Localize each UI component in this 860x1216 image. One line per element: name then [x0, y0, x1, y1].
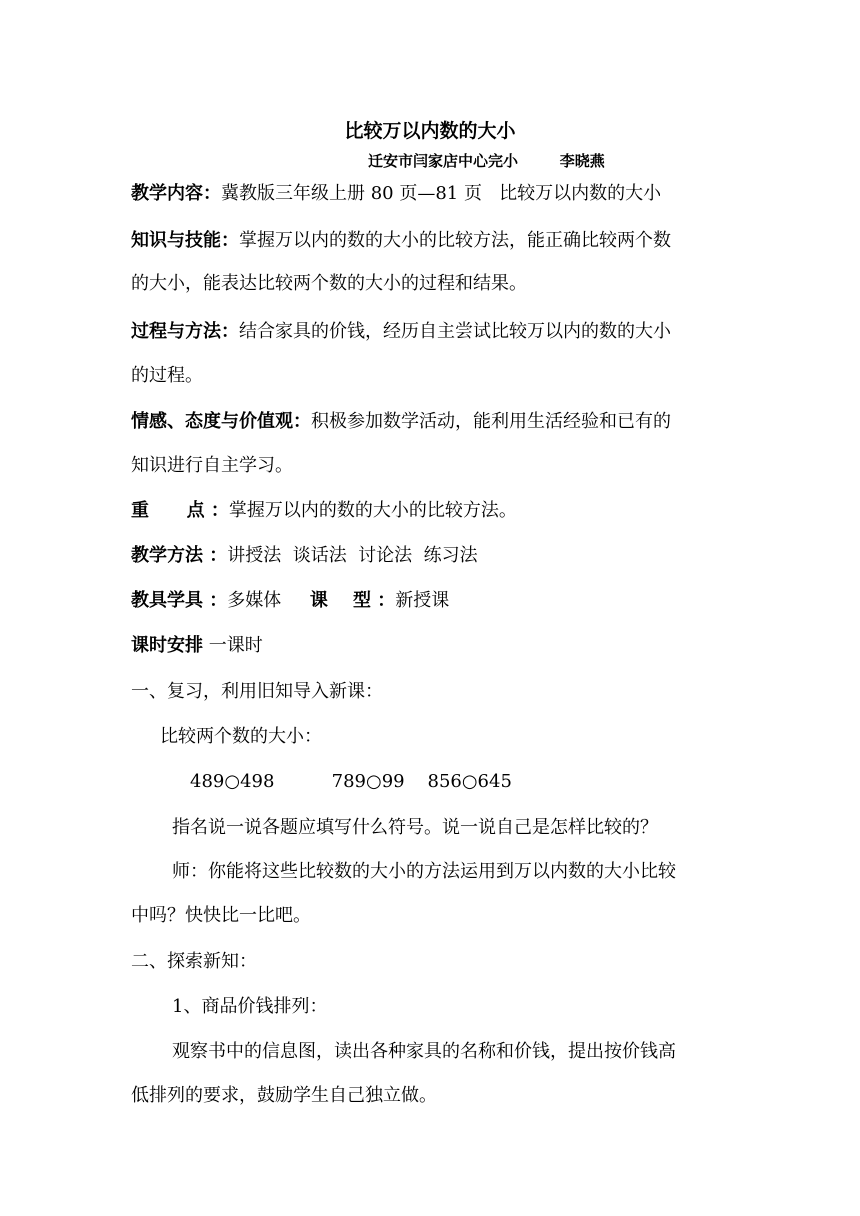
- knowledge-line-1: [131, 229, 671, 253]
- method-line: [131, 544, 478, 568]
- author-line: 迁安市闫家店中心完小 李晓燕: [368, 152, 605, 170]
- compare-intro: 比较两个数的大小：: [160, 726, 322, 747]
- emotion-text-1: 积极参加数学活动，能利用生活经验和已有的: [311, 411, 671, 432]
- key-point-label: 重 点 ：: [131, 500, 229, 521]
- content-label: 教学内容：: [131, 183, 221, 204]
- type-label: 课 型 ：: [309, 590, 396, 611]
- emotion-line-1: [131, 410, 671, 434]
- knowledge-text-1: 掌握万以内的数的大小的比较方法，能正确比较两个数: [239, 230, 671, 251]
- knowledge-label: 知识与技能：: [131, 230, 239, 251]
- teacher-line-1: 师：你能将这些比较数的大小的方法运用到万以内数的大小比较: [172, 861, 676, 882]
- key-point-line: [131, 499, 517, 523]
- ask-line: 指名说一说各题应填写什么符号。说一说自己是怎样比较的？: [172, 817, 658, 838]
- method-text: 讲授法 谈话法 讨论法 练习法: [227, 545, 478, 566]
- section-2-heading: 二、探索新知：: [131, 951, 257, 972]
- compare-items: 489○498 789○99 856○645: [190, 771, 512, 792]
- schedule-label: 课时安排: [131, 635, 203, 656]
- tools-label: 教具学具 ：: [131, 590, 228, 611]
- process-line-2: 的过程。: [131, 365, 203, 386]
- content-text: 冀教版三年级上册 80 页—81 页 比较万以内数的大小: [221, 183, 662, 204]
- teacher-line-2: 中吗？快快比一比吧。: [131, 905, 311, 926]
- emotion-line-2: 知识进行自主学习。: [131, 455, 293, 476]
- type-text: 新授课: [395, 590, 450, 611]
- observe-line-1: 观察书中的信息图，读出各种家具的名称和价钱，提出按价钱高: [172, 1041, 676, 1062]
- content-line: [131, 182, 661, 206]
- key-point-text: 掌握万以内的数的大小的比较方法。: [228, 500, 517, 521]
- tools-line: [131, 589, 449, 613]
- subsection-1-heading: 1、商品价钱排列：: [172, 996, 328, 1017]
- tools-text: 多媒体: [227, 590, 282, 611]
- emotion-label: 情感、态度与价值观：: [131, 411, 311, 432]
- process-line-1: [131, 320, 671, 344]
- knowledge-line-2: 的大小，能表达比较两个数的大小的过程和结果。: [131, 273, 527, 294]
- method-label: 教学方法 ：: [131, 545, 228, 566]
- observe-line-2: 低排列的要求，鼓励学生自己独立做。: [131, 1085, 437, 1106]
- process-label: 过程与方法：: [131, 321, 239, 342]
- section-1-heading: 一、复习，利用旧知导入新课：: [131, 681, 383, 702]
- schedule-line: [131, 634, 263, 658]
- document-title: 比较万以内数的大小: [344, 120, 516, 142]
- schedule-text: 一课时: [208, 635, 263, 656]
- process-text-1: 结合家具的价钱，经历自主尝试比较万以内的数的大小: [239, 321, 671, 342]
